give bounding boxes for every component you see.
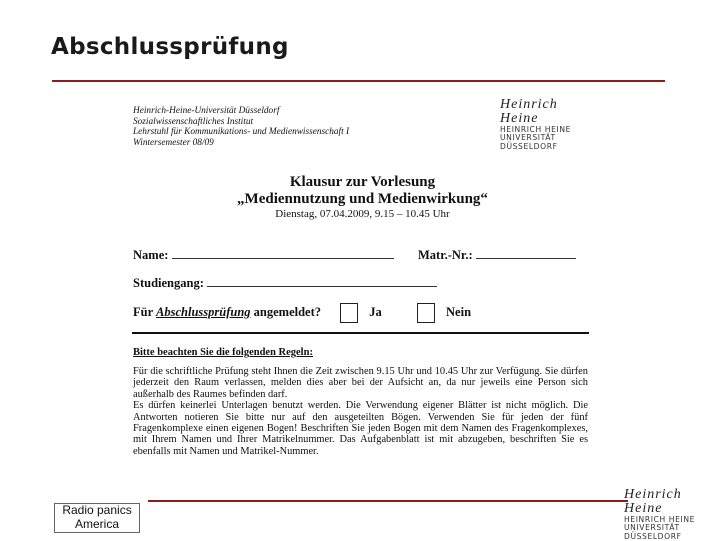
header-line: Wintersemester 08/09 bbox=[133, 137, 214, 148]
source-label bbox=[54, 503, 140, 533]
source-line: America bbox=[74, 516, 119, 531]
logo-text-3: DÜSSELDORF bbox=[500, 141, 558, 151]
studiengang-label: Studiengang: bbox=[133, 276, 204, 290]
rules-paragraph: Für die schriftliche Prüfung steht Ihnen die Zeit zwischen 9.15 Uhr und 10.45 Uhr zur Verfügung. Sie dürfen jederzeit den Raum verlassen, melden dies aber bei der Aufsicht an, da nur jeweils eine Person sich außerhalb des Raumes befinden darf. bbox=[133, 366, 588, 400]
section-divider bbox=[132, 332, 589, 334]
matr-label: Matr.-Nr.: bbox=[418, 248, 473, 262]
source-line: Radio panics bbox=[62, 503, 132, 517]
logo-signature: Heinrich Heine bbox=[624, 487, 682, 516]
name-line bbox=[172, 248, 394, 259]
footer-divider bbox=[148, 500, 628, 502]
name-field bbox=[133, 248, 394, 263]
logo-text-1: HEINRICH HEINE bbox=[624, 515, 695, 524]
exam-subtitle: „Mediennutzung und Medienwirkung“ bbox=[237, 191, 488, 207]
matr-line bbox=[476, 248, 576, 259]
abschluss-question bbox=[133, 303, 471, 323]
nein-checkbox bbox=[417, 303, 435, 323]
header-line: Sozialwissenschaftliches Institut bbox=[133, 116, 254, 127]
logo-text-2: UNIVERSITÄT bbox=[500, 133, 556, 143]
title-divider bbox=[52, 80, 665, 82]
header-line: Heinrich-Heine-Universität Düsseldorf bbox=[133, 106, 280, 116]
rules-heading: Bitte beachten Sie die folgenden Regeln: bbox=[133, 347, 313, 358]
name-label: Name: bbox=[133, 248, 169, 262]
nein-label: Nein bbox=[446, 304, 472, 319]
university-logo bbox=[500, 98, 595, 151]
ja-checkbox bbox=[340, 303, 358, 323]
rules-body bbox=[133, 366, 588, 457]
rules-paragraph: Es dürfen keinerlei Unterlagen benutzt werden. Die Verwendung eigener Blätter ist nicht möglich. Die Antworten notieren Sie bitte nur auf den ausgeteilten Bögen. Verwenden Sie für jeden der fünf Fragenkomplexe einen eigenen Bogen! Beschriften Sie jeden Bogen mit dem Namen des Fragenkomplexes, mit Ihrem Namen und Ihrer Matrikelnummer. Das Aufgabenblatt ist mit abzugeben, beschriften Sie es ebenfalls mit Namen und Matrikel-Nummer. bbox=[133, 400, 588, 457]
exam-document-image bbox=[130, 96, 595, 496]
abschluss-label: Abschlussprüfung bbox=[156, 304, 251, 319]
header-line: Lehrstuhl für Kommunikations- und Medienwissenschaft I bbox=[133, 127, 350, 138]
document-header bbox=[133, 106, 349, 148]
logo-text-2: UNIVERSITÄT bbox=[624, 523, 680, 533]
studiengang-field bbox=[133, 276, 437, 291]
logo-text-1: HEINRICH HEINE bbox=[500, 125, 571, 134]
ja-label: Ja bbox=[369, 304, 382, 319]
logo-signature: Heinrich Heine bbox=[500, 97, 558, 126]
footer-university-logo bbox=[624, 488, 720, 541]
fuer-label: Für bbox=[133, 304, 153, 319]
angemeldet-label: angemeldet? bbox=[253, 304, 322, 319]
exam-date: Dienstag, 07.04.2009, 9.15 – 10.45 Uhr bbox=[275, 208, 450, 220]
logo-text-3: DÜSSELDORF bbox=[624, 531, 682, 541]
slide-title: Abschlussprüfung bbox=[51, 34, 289, 60]
matr-field bbox=[418, 248, 576, 263]
exam-title: Klausur zur Vorlesung bbox=[289, 174, 436, 190]
studiengang-line bbox=[207, 276, 437, 287]
